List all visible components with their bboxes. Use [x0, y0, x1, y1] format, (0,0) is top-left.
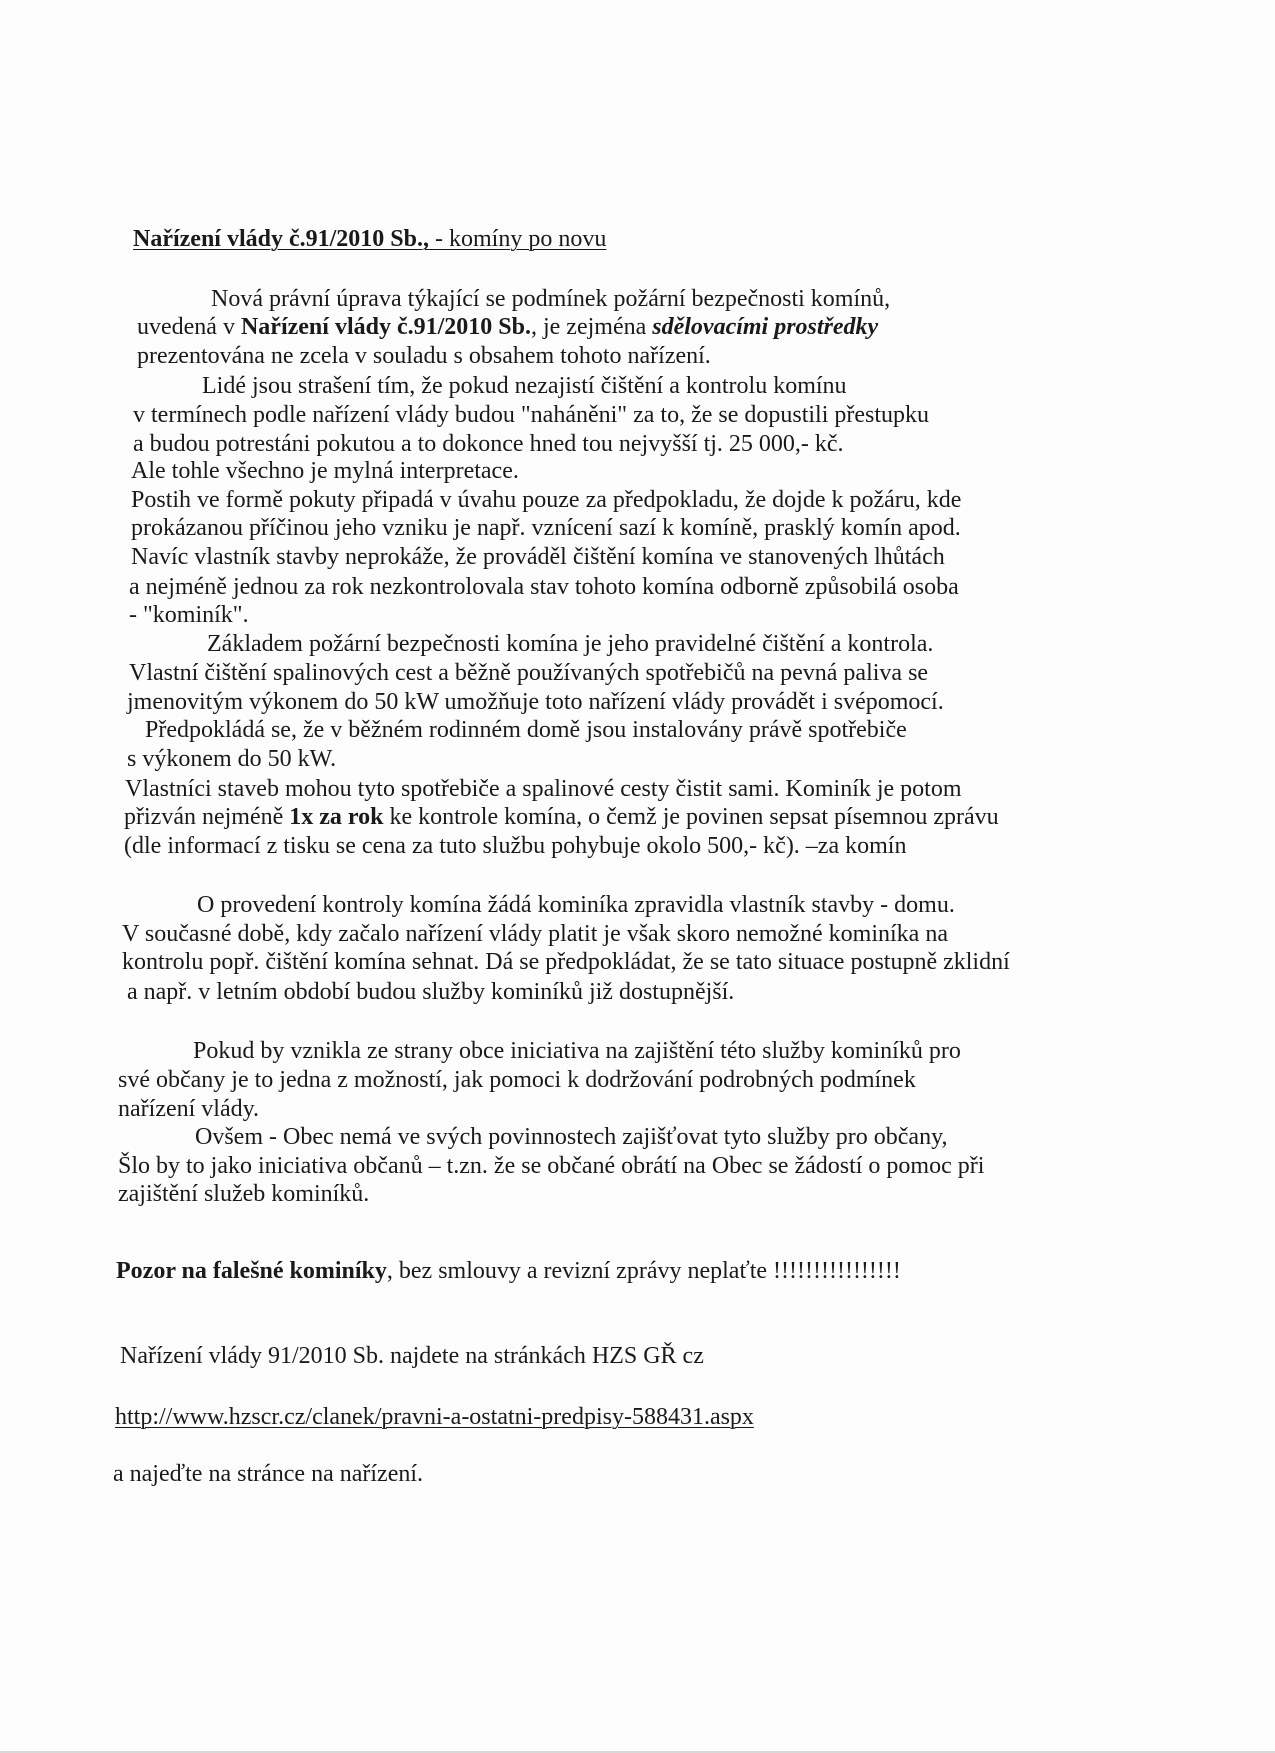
p5-line-6: zajištění služeb kominíků. [118, 1181, 370, 1207]
p1-line-2 [137, 313, 878, 341]
p5-line-4: Ovšem - Obec nemá ve svých povinnostech zajišťovat tyto služby pro občany, [195, 1124, 948, 1150]
p3-line-3: jmenovitým výkonem do 50 kW umožňuje toto nařízení vlády provádět i svépomocí. [127, 689, 944, 715]
p3-line-8: (dle informací z tisku se cena za tuto službu pohybuje okolo 500,- kč). –za komín [124, 833, 907, 859]
p1-line-2-a: uvedená v [137, 314, 241, 340]
p4-line-2: V současné době, kdy začalo nařízení vlády platit je však skoro nemožné kominíka na [122, 921, 948, 947]
p4-line-4: a např. v letním období budou služby kominíků již dostupnější. [127, 979, 735, 1005]
p2-line-4: Ale tohle všechno je mylná interpretace. [131, 458, 519, 484]
p2-line-3: a budou potrestáni pokutou a to dokonce hned tou nejvyšší tj. 25 000,- kč. [133, 431, 844, 457]
warning-text: , bez smlouvy a revizní zprávy neplaťte !!!!!!!!!!!!!!!! [386, 1258, 901, 1284]
p5-line-3: nařízení vlády. [118, 1096, 260, 1122]
p3-line-2: Vlastní čištění spalinových cest a běžně používaných spotřebičů na pevná paliva se [129, 660, 929, 686]
p2-line-8: a nejméně jednou za rok nezkontrolovala stav tohoto komína odborně způsobilá osoba [129, 574, 959, 600]
title-subtitle: - komíny po novu [429, 226, 607, 252]
p3-line-6: Vlastníci staveb mohou tyto spotřebiče a spalinové cesty čistit sami. Kominík je potom [125, 776, 962, 802]
p2-line-2: v termínech podle nařízení vlády budou "naháněni" za to, že se dopustili přestupku [133, 402, 930, 428]
closing-instruction: a najeďte na stránce na nařízení. [113, 1461, 424, 1487]
p5-line-1: Pokud by vznikla ze strany obce iniciativa na zajištění této služby kominíků pro [193, 1038, 961, 1064]
p2-line-5: Postih ve formě pokuty připadá v úvahu pouze za předpokladu, že dojde k požáru, kde [131, 487, 962, 513]
p1-line-3: prezentována ne zcela v souladu s obsahem tohoto nařízení. [137, 343, 711, 369]
p2-line-7: Navíc vlastník stavby neprokáže, že prováděl čištění komína ve stanovených lhůtách [131, 544, 945, 570]
p3-line-7-a: přizván nejméně [124, 804, 290, 830]
p3-line-4: Předpokládá se, že v běžném rodinném domě jsou instalovány právě spotřebiče [145, 717, 907, 743]
p5-line-2: své občany je to jedna z možností, jak pomoci k dodržování podrobných podmínek [118, 1067, 916, 1093]
p3-line-5: s výkonem do 50 kW. [127, 746, 337, 772]
p5-line-5: Šlo by to jako iniciativa občanů – t.zn. že se občané obrátí na Obec se žádostí o pomoc při [118, 1153, 985, 1179]
p2-line-9: - "kominík". [129, 602, 249, 628]
p2-line-6: prokázanou příčinou jeho vzniku je např. vznícení sazí k komíně, prasklý komín apod. [131, 515, 961, 541]
fake-chimney-sweep-warning [116, 1257, 901, 1285]
document-title [133, 225, 606, 253]
warning-emphasis: Pozor na falešné kominíky [116, 1258, 387, 1284]
p4-line-3: kontrolu popř. čištění komína sehnat. Dá se předpokládat, že se tato situace postupně zklidní [122, 949, 1010, 975]
p1-regulation-ref: Nařízení vlády č.91/2010 Sb. [240, 314, 531, 340]
regulation-link[interactable]: http://www.hzscr.cz/clanek/pravni-a-ostatni-predpisy-588431.aspx [115, 1404, 754, 1430]
p1-line-1: Nová právní úprava týkající se podmínek požární bezpečnosti komínů, [211, 286, 891, 312]
p4-line-1: O provedení kontroly komína žádá kominíka zpravidla vlastník stavby - domu. [197, 892, 955, 918]
p3-line-1: Základem požární bezpečnosti komína je jeho pravidelné čištění a kontrola. [207, 631, 934, 657]
p2-line-1: Lidé jsou strašení tím, že pokud nezajistí čištění a kontrolu komínu [202, 373, 847, 399]
reference-text: Nařízení vlády 91/2010 Sb. najdete na stránkách HZS GŘ cz [120, 1343, 704, 1369]
p3-line-7-c: ke kontrole komína, o čemž je povinen sepsat písemnou zprávu [383, 804, 999, 830]
title-regulation: Nařízení vlády č.91/2010 Sb., [133, 226, 430, 252]
p3-line-7 [124, 803, 999, 831]
p3-once-a-year: 1x za rok [289, 804, 384, 830]
p1-media-emphasis: sdělovacími prostředky [652, 314, 879, 340]
p1-line-2-c: , je zejména [530, 314, 653, 340]
